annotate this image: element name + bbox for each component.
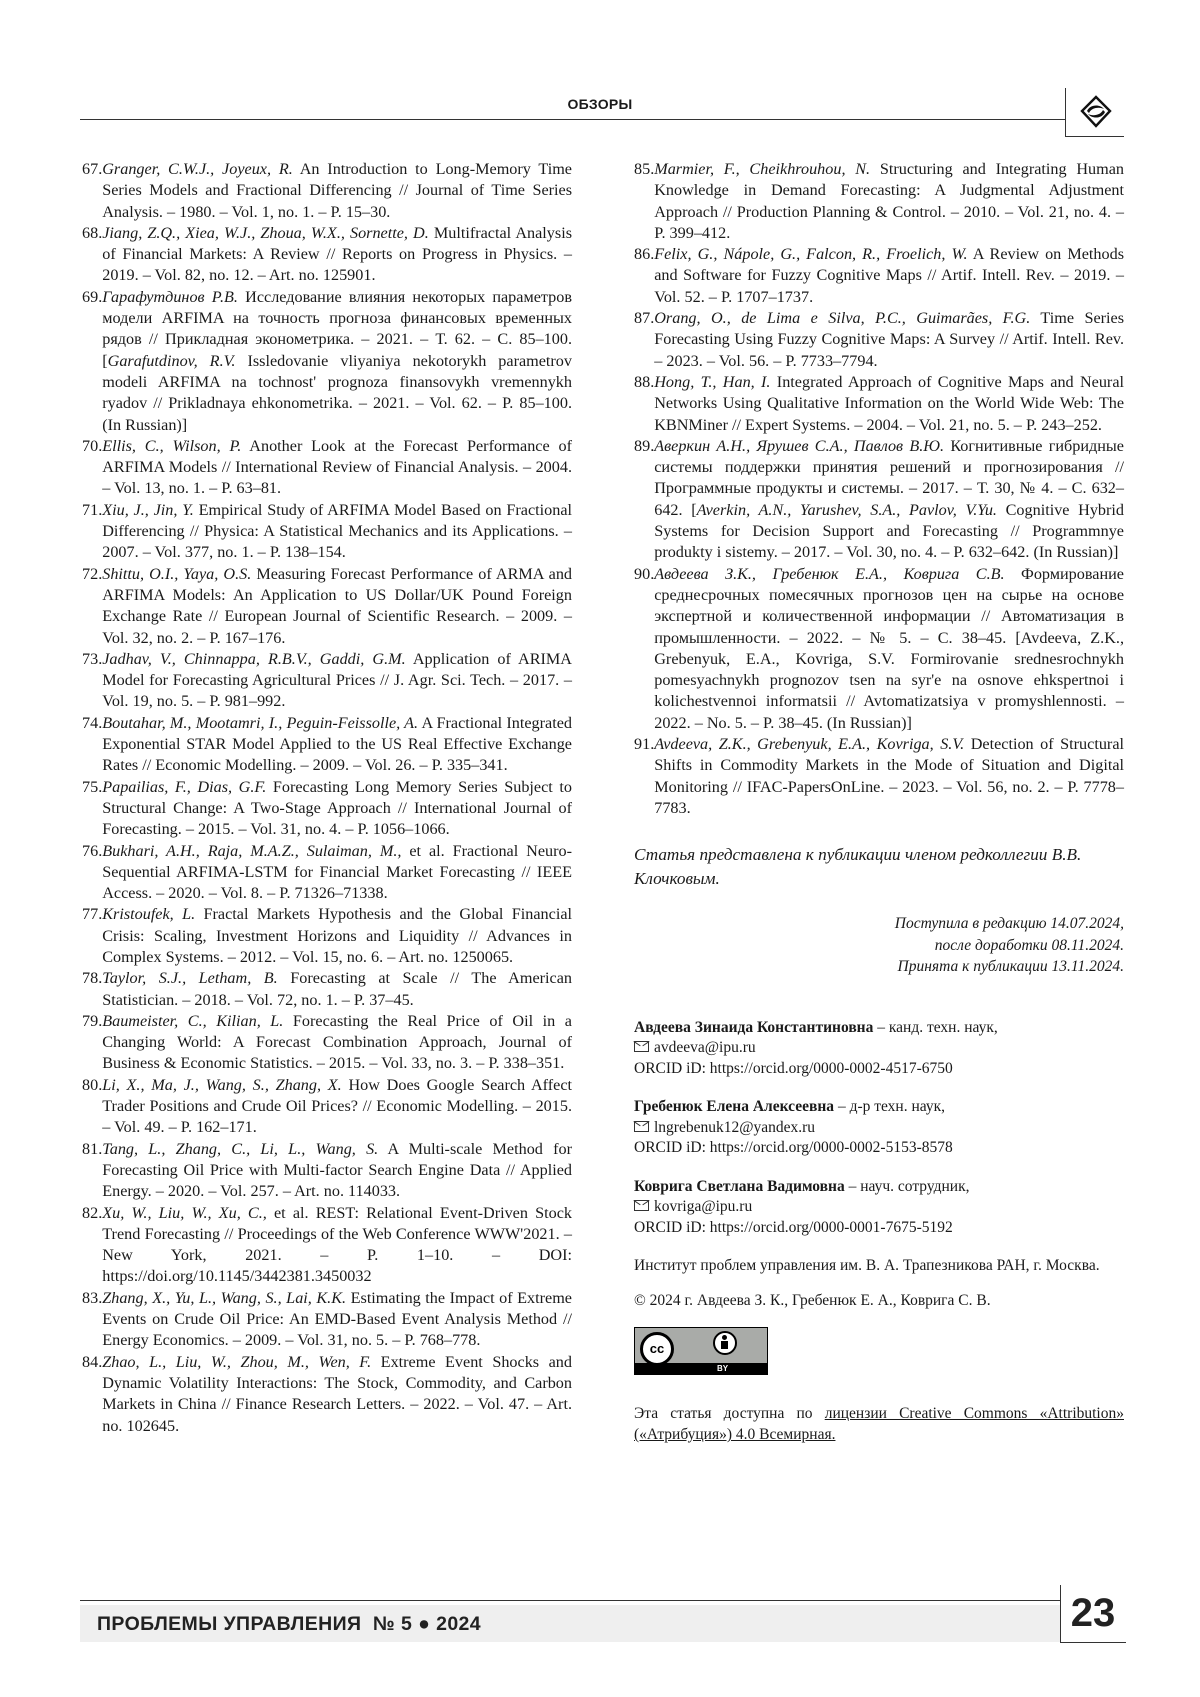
reference-number: 71. xyxy=(82,500,103,519)
author-email[interactable]: lngrebenuk12@yandex.ru xyxy=(654,1118,816,1136)
references-left-column xyxy=(82,159,572,1437)
reference-authors: Taylor, S.J., Letham, B. xyxy=(102,969,278,988)
reference-number: 83. xyxy=(82,1288,103,1307)
reference-text xyxy=(102,1288,572,1352)
author-orcid[interactable]: ORCID iD: https://orcid.org/0000-0002-4517-6750 xyxy=(634,1059,953,1077)
page-number: 23 xyxy=(1070,1591,1116,1635)
journal-logo xyxy=(1065,88,1124,137)
right-column xyxy=(634,159,1124,1445)
reference-authors: Granger, C.W.J., Joyeux, R. xyxy=(102,160,293,178)
reference-number: 75. xyxy=(82,777,103,796)
reference-authors: Papailias, F., Dias, G.F. xyxy=(102,777,267,796)
reference-details: Cognitive Hybrid Systems for Decision Support and Forecasting // Programmnye produkty i sistemy. – 2017. – Vol. 30, no. 4. – P. 632–642. (In Russian)] xyxy=(654,500,1124,562)
reference-text xyxy=(102,841,572,905)
reference-details: Time Series Forecasting Using Fuzzy Cognitive Maps: A Survey // Artif. Intell. Rev. – 2023. – Vol. 56. – P. 7733–7794. xyxy=(654,309,1125,370)
author-line xyxy=(634,1097,1124,1118)
reference-authors: Avdeeva, Z.K., Grebenyuk, E.A., Kovriga, S.V. xyxy=(654,735,965,754)
author-email[interactable]: kovriga@ipu.ru xyxy=(654,1198,753,1216)
reference-item xyxy=(82,713,572,777)
reference-item xyxy=(82,777,572,841)
reference-number: 87. xyxy=(634,309,655,328)
cc-by-badge[interactable] xyxy=(634,1327,768,1375)
reference-text xyxy=(102,1203,572,1288)
author-entry xyxy=(634,1018,1124,1080)
footer-rule xyxy=(80,1600,1060,1601)
reference-item xyxy=(82,649,572,713)
reference-number: 67. xyxy=(82,160,103,178)
reference-authors: Li, X., Ma, J., Wang, S., Zhang, X. xyxy=(102,1075,342,1094)
reference-authors: Felix, G., Nápole, G., Falcon, R., Froelich, W. xyxy=(654,245,968,264)
reference-authors: Zhao, L., Liu, W., Zhou, M., Wen, F. xyxy=(102,1352,372,1371)
reference-number: 73. xyxy=(82,649,103,668)
reference-item xyxy=(82,968,572,1011)
reference-details: Когнитивные гибридные системы поддержки принятия решений и прогнозирования // Программные продукты и системы. – 2017. – Т. 30, № 4. – С. 632–642. [ xyxy=(654,436,1124,519)
reference-text xyxy=(102,159,572,223)
reference-authors: Ellis, C., Wilson, P. xyxy=(102,436,242,455)
author-email-line xyxy=(634,1197,1124,1218)
author-name: Гребенюк Елена Алексеевна xyxy=(634,1098,835,1116)
reference-authors: Гарафутдинов Р.В. xyxy=(102,287,238,306)
reference-text xyxy=(102,713,572,777)
author-entry xyxy=(634,1177,1124,1239)
author-email[interactable]: avdeeva@ipu.ru xyxy=(654,1039,756,1057)
date-accepted: Принята к публикации 13.11.2024. xyxy=(897,958,1124,976)
reference-details: et al. Fractional Neuro-Sequential ARFIMA-LSTM for Financial Market Forecasting // IEEE Access. – 2020. – Vol. 8. – P. 71326–71338. xyxy=(102,841,572,903)
reference-item xyxy=(82,287,572,436)
reference-text xyxy=(654,159,1124,244)
reference-authors: Xu, W., Liu, W., Xu, C., xyxy=(102,1203,267,1222)
reference-details: Structuring and Integrating Human Knowledge in Demand Forecasting: A Judgmental Adjustment Approach // Production Planning & Control. – 2010. – Vol. 21, no. 4. – P. 399–412. xyxy=(654,160,1124,242)
reference-details: Empirical Study of ARFIMA Model Based on Fractional Differencing // Physica: A Statistical Mechanics and its Applications. – 2007. – Vol. 377, no. 1. – P. 138–154. xyxy=(102,500,572,562)
reference-authors: Jiang, Z.Q., Xiea, W.J., Zhoua, W.X., Sornette, D. xyxy=(102,223,429,242)
reference-number: 82. xyxy=(82,1203,103,1222)
reference-number: 70. xyxy=(82,436,103,455)
reference-number: 88. xyxy=(634,372,655,391)
reference-number: 74. xyxy=(82,713,103,732)
reference-item xyxy=(634,159,1124,244)
reference-authors: Baumeister, C., Kilian, L. xyxy=(102,1011,284,1030)
reference-details: How Does Google Search Affect Trader Positions and Crude Oil Prices? // Economic Modelling. – 2015. – Vol. 49. – P. 162–171. xyxy=(102,1075,572,1137)
author-orcid[interactable]: ORCID iD: https://orcid.org/0000-0002-5153-8578 xyxy=(634,1139,953,1157)
reference-item xyxy=(82,1139,572,1203)
reference-item xyxy=(634,372,1124,436)
reference-item xyxy=(634,734,1124,819)
reference-details: A Fractional Integrated Exponential STAR Model Applied to the US Real Effective Exchange Rates // Economic Modelling. – 2009. – Vol. 26. – P. 335–341. xyxy=(102,713,572,775)
reference-details: A Multi-scale Method for Forecasting Oil Price with Multi-factor Search Engine Data // Applied Energy. – 2020. – Vol. 257. – Art. no. 114033. xyxy=(102,1139,572,1201)
reference-details: Forecasting the Real Price of Oil in a Changing World: A Forecast Combination Approach, Journal of Business & Economic Statistics. – 2015. – Vol. 33, no. 3. – P. 338–351. xyxy=(102,1011,572,1073)
reference-item xyxy=(82,436,572,500)
reference-number: 90. xyxy=(634,564,655,583)
reference-text xyxy=(102,436,572,500)
reference-text xyxy=(654,372,1124,436)
author-list xyxy=(634,1018,1124,1239)
reference-details: Issledovanie vliyaniya nekotorykh parametrov modeli ARFIMA na tochnost' prognoza finansovykh vremennykh ryadov // Prikladnaya ehkonometrika. – 2021. – Vol. 62. – P. 85–100. (In Russian)] xyxy=(102,351,572,434)
references-right-list xyxy=(634,159,1124,819)
reference-authors: Shittu, O.I., Yaya, O.S. xyxy=(102,564,252,583)
reference-item xyxy=(82,1075,572,1139)
submission-dates xyxy=(634,913,1124,978)
reference-authors: Hong, T., Han, I. xyxy=(654,372,771,391)
reference-details: Формирование среднесрочных помесячных прогнозов цен на сырье на основе экспертной и количественной информации // Автоматизация в промышленности. – 2022. – № 5. – С. 38–45. [Avdeeva, Z.K., Grebenyuk, E.A., Kovriga, S.V. Formirovanie srednesrochnykh pomesyachnykh prognozov tsen na syr'e na osnove ehkspertnoi i kolichestvennoi informatsii // Avtomatizatsiya v promyshlennosti. – 2022. – No. 5. – P. 38–45. (In Russian)] xyxy=(654,564,1124,732)
license-link[interactable]: лицензии Creative Commons «Attribution» («Атрибуция») 4.0 Всемирная. xyxy=(634,1405,1124,1444)
reference-number: 72. xyxy=(82,564,103,583)
reference-number: 86. xyxy=(634,245,655,264)
reference-authors: Zhang, X., Yu, L., Wang, S., Lai, K.K. xyxy=(102,1288,347,1307)
reference-number: 77. xyxy=(82,905,103,924)
reference-number: 81. xyxy=(82,1139,103,1158)
reference-text xyxy=(102,500,572,564)
reference-details: Application of ARIMA Model for Forecasting Agricultural Prices // J. Agr. Sci. Tech. – 2017. – Vol. 19, no. 5. – P. 981–992. xyxy=(102,649,572,711)
reference-details: Detection of Structural Shifts in Commodity Markets in the Mode of Situation and Digital Monitoring // IFAC-PapersOnLine. – 2023. – Vol. 56, no. 2. – P. 7778–7783. xyxy=(654,735,1124,817)
author-email-line xyxy=(634,1118,1124,1139)
institute: Институт проблем управления им. В. А. Трапезникова РАН, г. Москва. xyxy=(634,1257,1100,1275)
reference-number: 89. xyxy=(634,436,655,455)
reference-item xyxy=(82,223,572,287)
reference-authors: Tang, L., Zhang, C., Li, L., Wang, S. xyxy=(102,1139,379,1158)
reference-authors: Аверкин А.Н., Ярушев С.А., Павлов В.Ю. xyxy=(654,436,945,455)
reference-item xyxy=(82,1288,572,1352)
reference-text xyxy=(654,308,1124,372)
reference-item xyxy=(82,159,572,223)
reference-details: Fractal Markets Hypothesis and the Global Financial Crisis: Scaling, Investment Horizons and Liquidity // Advances in Complex Systems. – 2012. – Vol. 15, no. 6. – Art. no. 1250065. xyxy=(102,905,572,966)
author-orcid[interactable]: ORCID iD: https://orcid.org/0000-0001-7675-5192 xyxy=(634,1218,953,1236)
section-title: ОБЗОРЫ xyxy=(567,96,633,112)
reference-details: Исследование влияния некоторых параметров модели ARFIMA на точность прогноза финансовых временных рядов // Прикладная эконометрика. – 2021. – Т. 62. – С. 85–100. [ xyxy=(102,287,572,370)
journal-logo-icon xyxy=(1078,95,1114,129)
license-prefix: Эта статья доступна по xyxy=(634,1405,825,1423)
reference-item xyxy=(82,904,572,968)
date-revised: после доработки 08.11.2024. xyxy=(934,936,1124,954)
author-name: Авдеева Зинаида Константиновна xyxy=(634,1018,874,1036)
reference-text xyxy=(102,1011,572,1075)
license-statement xyxy=(634,1403,1124,1445)
reference-number: 78. xyxy=(82,969,103,988)
reference-item xyxy=(634,308,1124,372)
reference-authors: Orang, O., de Lima e Silva, P.C., Guimarães, F.G. xyxy=(654,309,1031,328)
copyright: © 2024 г. Авдеева З. К., Гребенюк Е. А., Коврига С. В. xyxy=(634,1291,991,1309)
reference-item xyxy=(82,1011,572,1075)
reference-authors: Marmier, F., Cheikhrouhou, N. xyxy=(654,160,871,178)
reference-item xyxy=(82,500,572,564)
reference-text xyxy=(102,1139,572,1203)
reference-authors: Garafutdinov, R.V. xyxy=(107,351,236,370)
reference-details: et al. REST: Relational Event-Driven Stock Trend Forecasting // Proceedings of the Web Conference WWW'2021. – New York, 2021. – P. 1–10. – DOI: https://doi.org/10.1145/3442381.3450032 xyxy=(102,1203,572,1286)
reference-details: Estimating the Impact of Extreme Events on Crude Oil Price: An EMD-Based Event Analysis Method // Energy Economics. – 2009. – Vol. 31, no. 5. – P. 768–778. xyxy=(102,1288,572,1350)
reference-details: A Review on Methods and Software for Fuzzy Cognitive Maps // Artif. Intell. Rev. – 2019. – Vol. 52. – P. 1707–1737. xyxy=(654,245,1124,306)
author-degree: – д-р техн. наук, xyxy=(834,1098,946,1116)
mail-icon xyxy=(634,1041,649,1052)
reference-details: An Introduction to Long-Memory Time Series Models and Fractional Differencing // Journal of Time Series Analysis. – 1980. – Vol. 1, no. 1. – P. 15–30. xyxy=(102,160,572,221)
reference-details: Extreme Event Shocks and Dynamic Volatility Interactions: The Stock, Commodity, and Carbon Markets in China // Finance Research Letters. – 2022. – Vol. 47. – Art. no. 102645. xyxy=(102,1352,572,1435)
cc-icon: cc xyxy=(640,1332,674,1366)
reference-text xyxy=(102,649,572,713)
reference-details: Multifractal Analysis of Financial Markets: A Review // Reports on Progress in Physics. – 2019. – Vol. 82, no. 12. – Art. no. 125901. xyxy=(102,223,572,285)
reference-text xyxy=(102,777,572,841)
mail-icon xyxy=(634,1200,649,1211)
reference-details: Measuring Forecast Performance of ARMA and ARFIMA Models: An Application to US Dollar/UK Pound Foreign Exchange Rate // European Journal of Scientific Research. – 2009. – Vol. 32, no. 2. – P. 167–176. xyxy=(102,564,573,647)
reference-text xyxy=(102,564,572,649)
reference-details: Another Look at the Forecast Performance of ARFIMA Models // International Review of Financial Analysis. – 2004. – Vol. 13, no. 1. – P. 63–81. xyxy=(102,436,572,498)
reference-number: 76. xyxy=(82,841,103,860)
author-degree: – канд. техн. наук, xyxy=(873,1018,998,1036)
reference-authors: Xiu, J., Jin, Y. xyxy=(102,500,194,519)
reference-details: Integrated Approach of Cognitive Maps and Neural Networks Using Qualitative Information on the World Wide Web: The KBNMiner // Expert Systems. – 2004. – Vol. 21, no. 5. – P. 243–252. xyxy=(654,372,1124,434)
reference-number: 91. xyxy=(634,735,655,754)
reference-text xyxy=(654,734,1124,819)
reference-text xyxy=(102,904,572,968)
header-rule xyxy=(80,119,1065,120)
reference-text xyxy=(102,1075,572,1139)
author-name: Коврига Светлана Вадимовна xyxy=(634,1177,845,1195)
reference-authors: Boutahar, M., Mootamri, I., Peguin-Feissolle, A. xyxy=(102,713,419,732)
reference-item xyxy=(634,564,1124,734)
reference-authors: Averkin, A.N., Yarushev, S.A., Pavlov, V.Yu. xyxy=(696,500,997,519)
by-label: BY xyxy=(717,1364,729,1374)
reference-number: 80. xyxy=(82,1075,103,1094)
reference-item xyxy=(82,841,572,905)
journal-issue: ПРОБЛЕМЫ УПРАВЛЕНИЯ № 5 ● 2024 xyxy=(97,1613,482,1635)
reference-number: 69. xyxy=(82,287,103,306)
reference-item xyxy=(634,244,1124,308)
author-entry xyxy=(634,1097,1124,1159)
reference-text xyxy=(102,287,572,436)
reference-item xyxy=(634,436,1124,564)
reference-text xyxy=(102,223,572,287)
reference-authors: Kristoufek, L. xyxy=(102,905,196,924)
reference-authors: Jadhav, V., Chinnappa, R.B.V., Gaddi, G.M. xyxy=(102,649,406,668)
reference-text xyxy=(654,436,1124,564)
reference-item xyxy=(82,1352,572,1437)
date-received: Поступила в редакцию 14.07.2024, xyxy=(894,915,1124,933)
reference-item xyxy=(82,564,572,649)
reference-item xyxy=(82,1203,572,1288)
author-line xyxy=(634,1018,1124,1039)
reference-text xyxy=(654,244,1124,308)
attribution-person-icon xyxy=(713,1331,737,1355)
reference-details: Forecasting Long Memory Series Subject to Structural Change: A Two-Stage Approach // International Journal of Forecasting. – 2015. – Vol. 31, no. 4. – P. 1056–1066. xyxy=(102,777,572,839)
editorial-note: Статья представлена к публикации членом редколлегии В.В. Клочковым. xyxy=(634,845,1082,889)
author-email-line xyxy=(634,1038,1124,1059)
reference-text xyxy=(654,564,1124,734)
reference-number: 85. xyxy=(634,160,655,178)
reference-text xyxy=(102,1352,572,1437)
mail-icon xyxy=(634,1121,649,1132)
reference-number: 68. xyxy=(82,223,103,242)
reference-authors: Авдеева З.К., Гребенюк Е.А., Коврига С.В. xyxy=(654,564,1005,583)
reference-authors: Bukhari, A.H., Raja, M.A.Z., Sulaiman, M., xyxy=(102,841,402,860)
reference-number: 79. xyxy=(82,1011,103,1030)
author-line xyxy=(634,1177,1124,1198)
reference-details: Forecasting at Scale // The American Statistician. – 2018. – Vol. 72, no. 1. – P. 37–45. xyxy=(102,969,572,1009)
reference-number: 84. xyxy=(82,1352,103,1371)
reference-text xyxy=(102,968,572,1011)
author-degree: – науч. сотрудник, xyxy=(844,1177,970,1195)
